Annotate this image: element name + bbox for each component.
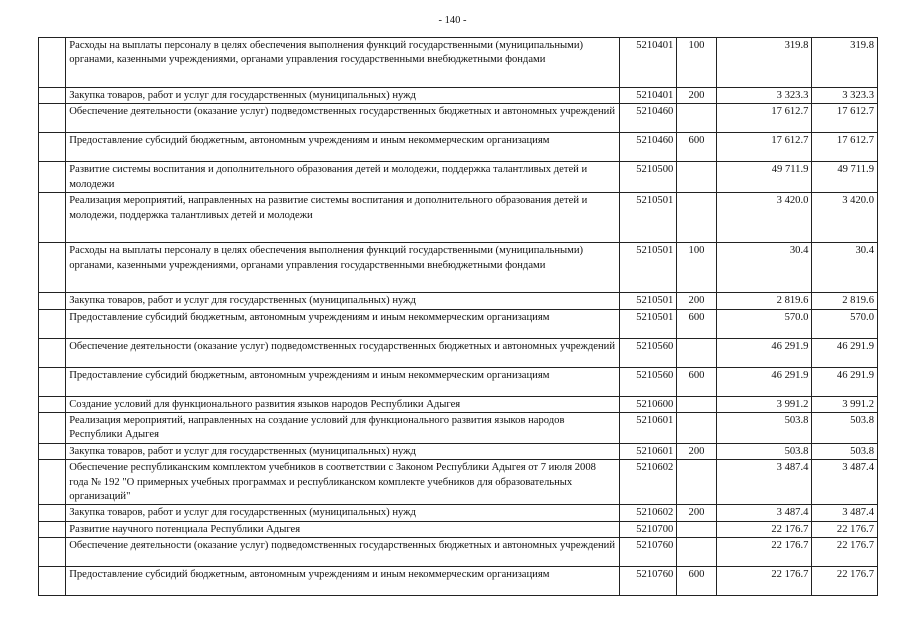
amount-total-text: 3 420.0 bbox=[842, 195, 874, 207]
target-code-cell bbox=[619, 104, 676, 133]
table-row bbox=[39, 133, 878, 162]
amount-total-cell bbox=[812, 396, 878, 412]
amount-total-cell bbox=[812, 505, 878, 521]
row-index-cell bbox=[39, 133, 66, 162]
expense-name-cell bbox=[66, 243, 620, 293]
amount-total-text: 46 291.9 bbox=[836, 340, 874, 352]
target-code-text: 5210560 bbox=[636, 340, 674, 352]
target-code-text: 5210760 bbox=[636, 569, 674, 581]
amount-text: 22 176.7 bbox=[771, 569, 809, 581]
expense-name-cell bbox=[66, 104, 620, 133]
table-row bbox=[39, 293, 878, 309]
expense-name-cell bbox=[66, 88, 620, 104]
expense-type-cell bbox=[677, 104, 716, 133]
amount-total-text: 49 711.9 bbox=[837, 164, 874, 176]
target-code-cell bbox=[619, 162, 676, 193]
expense-type-cell bbox=[677, 538, 716, 567]
amount-text: 3 420.0 bbox=[776, 195, 809, 207]
amount-total-cell bbox=[812, 367, 878, 396]
amount-total-cell bbox=[812, 38, 878, 88]
expense-type-cell bbox=[677, 521, 716, 537]
expense-name-text: Развитие научного потенциала Республики Адыгея bbox=[69, 523, 301, 535]
row-index-cell bbox=[39, 104, 66, 133]
expense-type-cell bbox=[677, 443, 716, 459]
target-code-text: 5210501 bbox=[636, 245, 674, 257]
target-code-cell bbox=[619, 413, 676, 444]
target-code-cell bbox=[619, 243, 676, 293]
amount-cell bbox=[716, 309, 812, 338]
expense-name-cell bbox=[66, 162, 620, 193]
amount-cell bbox=[716, 521, 812, 537]
expense-type-text: 100 bbox=[688, 245, 705, 257]
amount-cell bbox=[716, 367, 812, 396]
target-code-text: 5210460 bbox=[636, 135, 674, 147]
amount-total-text: 22 176.7 bbox=[836, 569, 874, 581]
row-index-cell bbox=[39, 338, 66, 367]
expense-type-cell bbox=[677, 133, 716, 162]
amount-total-text: 503.8 bbox=[850, 415, 874, 427]
amount-cell bbox=[716, 193, 812, 243]
amount-total-text: 22 176.7 bbox=[836, 540, 874, 552]
expense-type-cell bbox=[677, 88, 716, 104]
amount-cell bbox=[716, 162, 812, 193]
row-index-cell bbox=[39, 505, 66, 521]
row-index-cell bbox=[39, 38, 66, 88]
amount-total-cell bbox=[812, 243, 878, 293]
expense-name-cell bbox=[66, 460, 620, 505]
target-code-cell bbox=[619, 367, 676, 396]
amount-cell bbox=[716, 243, 812, 293]
amount-text: 46 291.9 bbox=[771, 369, 809, 381]
amount-total-text: 30.4 bbox=[855, 245, 874, 257]
amount-cell bbox=[716, 133, 812, 162]
row-index-cell bbox=[39, 443, 66, 459]
amount-cell bbox=[716, 38, 812, 88]
table-row bbox=[39, 338, 878, 367]
target-code-text: 5210501 bbox=[636, 311, 674, 323]
amount-cell bbox=[716, 567, 812, 596]
amount-cell bbox=[716, 443, 812, 459]
expense-type-cell bbox=[677, 38, 716, 88]
amount-total-text: 503.8 bbox=[850, 445, 874, 457]
expense-type-text: 200 bbox=[688, 507, 705, 519]
row-index-cell bbox=[39, 293, 66, 309]
target-code-cell bbox=[619, 396, 676, 412]
expense-name-text: Предоставление субсидий бюджетным, автономным учреждениям и иным некоммерческим организациям bbox=[69, 311, 550, 323]
table-row bbox=[39, 243, 878, 293]
expense-name-text: Расходы на выплаты персоналу в целях обеспечения выполнения функций государственными (муниципальными) органами, казенными учреждениями, органами управления государственными внебюджетными фондами bbox=[69, 40, 584, 66]
amount-total-text: 2 819.6 bbox=[842, 295, 874, 307]
expense-name-text: Обеспечение республиканским комплектом учебников в соответствии с Законом Республики Адыгея от 7 июля 2008 года № 192 "О примерных учебных программах и республиканском комплекте учебников для образовательных организаций" bbox=[69, 462, 596, 503]
amount-total-cell bbox=[812, 460, 878, 505]
target-code-text: 5210602 bbox=[636, 507, 674, 519]
amount-total-cell bbox=[812, 88, 878, 104]
expense-type-cell bbox=[677, 162, 716, 193]
amount-text: 49 711.9 bbox=[771, 164, 809, 176]
amount-cell bbox=[716, 293, 812, 309]
amount-total-text: 17 612.7 bbox=[836, 106, 874, 118]
expense-name-cell bbox=[66, 396, 620, 412]
amount-total-cell bbox=[812, 193, 878, 243]
target-code-text: 5210600 bbox=[636, 398, 674, 410]
amount-text: 503.8 bbox=[784, 415, 809, 427]
expense-name-cell bbox=[66, 521, 620, 537]
amount-total-cell bbox=[812, 309, 878, 338]
expense-name-text: Закупка товаров, работ и услуг для государственных (муниципальных) нужд bbox=[69, 507, 416, 519]
expense-name-cell bbox=[66, 38, 620, 88]
target-code-text: 5210401 bbox=[636, 40, 674, 51]
target-code-cell bbox=[619, 309, 676, 338]
row-index-cell bbox=[39, 88, 66, 104]
table-row bbox=[39, 567, 878, 596]
table-row bbox=[39, 193, 878, 243]
amount-text: 17 612.7 bbox=[771, 106, 809, 118]
table-row bbox=[39, 367, 878, 396]
amount-total-text: 17 612.7 bbox=[836, 135, 874, 147]
amount-total-text: 3 323.3 bbox=[842, 90, 874, 101]
budget-table-body bbox=[39, 38, 878, 596]
expense-name-text: Обеспечение деятельности (оказание услуг) подведомственных государственных бюджетных и автономных учреждений bbox=[69, 340, 616, 352]
amount-total-cell bbox=[812, 293, 878, 309]
amount-text: 2 819.6 bbox=[776, 295, 809, 307]
expense-type-cell bbox=[677, 193, 716, 243]
table-row bbox=[39, 521, 878, 537]
table-row bbox=[39, 460, 878, 505]
row-index-cell bbox=[39, 367, 66, 396]
expense-type-cell bbox=[677, 460, 716, 505]
expense-name-text: Предоставление субсидий бюджетным, автономным учреждениям и иным некоммерческим организациям bbox=[69, 135, 550, 147]
expense-name-text: Закупка товаров, работ и услуг для государственных (муниципальных) нужд bbox=[69, 445, 416, 457]
row-index-cell bbox=[39, 193, 66, 243]
amount-total-cell bbox=[812, 567, 878, 596]
amount-cell bbox=[716, 460, 812, 505]
expense-type-cell bbox=[677, 293, 716, 309]
target-code-text: 5210501 bbox=[636, 195, 674, 207]
target-code-text: 5210460 bbox=[636, 106, 674, 118]
amount-total-cell bbox=[812, 443, 878, 459]
target-code-text: 5210501 bbox=[636, 295, 674, 307]
expense-type-text: 600 bbox=[688, 311, 705, 323]
target-code-cell bbox=[619, 338, 676, 367]
amount-total-cell bbox=[812, 104, 878, 133]
table-row bbox=[39, 396, 878, 412]
table-row bbox=[39, 309, 878, 338]
row-index-cell bbox=[39, 243, 66, 293]
amount-cell bbox=[716, 538, 812, 567]
row-index-cell bbox=[39, 538, 66, 567]
expense-name-cell bbox=[66, 567, 620, 596]
target-code-text: 5210602 bbox=[636, 462, 674, 474]
expense-type-cell bbox=[677, 505, 716, 521]
amount-total-text: 570.0 bbox=[850, 311, 874, 323]
amount-cell bbox=[716, 396, 812, 412]
amount-total-cell bbox=[812, 521, 878, 537]
table-row bbox=[39, 38, 878, 88]
amount-text: 3 323.3 bbox=[776, 90, 809, 101]
target-code-text: 5210560 bbox=[636, 369, 674, 381]
target-code-cell bbox=[619, 505, 676, 521]
row-index-cell bbox=[39, 413, 66, 444]
expense-type-cell bbox=[677, 413, 716, 444]
amount-text: 22 176.7 bbox=[771, 523, 809, 535]
target-code-cell bbox=[619, 538, 676, 567]
expense-type-cell bbox=[677, 396, 716, 412]
amount-cell bbox=[716, 413, 812, 444]
table-row bbox=[39, 104, 878, 133]
target-code-cell bbox=[619, 521, 676, 537]
amount-text: 3 991.2 bbox=[776, 398, 809, 410]
expense-name-cell bbox=[66, 309, 620, 338]
amount-text: 17 612.7 bbox=[771, 135, 809, 147]
expense-name-text: Предоставление субсидий бюджетным, автономным учреждениям и иным некоммерческим организациям bbox=[69, 569, 550, 581]
amount-cell bbox=[716, 88, 812, 104]
expense-name-text: Расходы на выплаты персоналу в целях обеспечения выполнения функций государственными (муниципальными) органами, казенными учреждениями, органами управления государственными внебюджетными фондами bbox=[69, 245, 584, 271]
target-code-cell bbox=[619, 193, 676, 243]
table-row bbox=[39, 88, 878, 104]
expense-type-text: 200 bbox=[688, 90, 705, 101]
table-row bbox=[39, 443, 878, 459]
target-code-text: 5210760 bbox=[636, 540, 674, 552]
expense-name-cell bbox=[66, 443, 620, 459]
expense-type-cell bbox=[677, 338, 716, 367]
amount-cell bbox=[716, 104, 812, 133]
budget-table bbox=[38, 37, 878, 596]
amount-text: 3 487.4 bbox=[776, 462, 809, 474]
expense-name-text: Реализация мероприятий, направленных на развитие системы воспитания и дополнительного образования детей и молодежи, поддержка талантливых детей и молодежи bbox=[69, 195, 588, 221]
amount-total-text: 3 487.4 bbox=[842, 507, 874, 519]
expense-name-text: Обеспечение деятельности (оказание услуг) подведомственных государственных бюджетных и автономных учреждений bbox=[69, 540, 616, 552]
expense-type-cell bbox=[677, 243, 716, 293]
expense-type-text: 600 bbox=[688, 569, 705, 581]
target-code-text: 5210601 bbox=[636, 445, 674, 457]
amount-cell bbox=[716, 338, 812, 367]
target-code-text: 5210700 bbox=[636, 523, 674, 535]
amount-text: 319.8 bbox=[784, 40, 809, 51]
amount-text: 30.4 bbox=[789, 245, 809, 257]
expense-name-text: Обеспечение деятельности (оказание услуг) подведомственных государственных бюджетных и автономных учреждений bbox=[69, 106, 616, 118]
expense-name-cell bbox=[66, 338, 620, 367]
expense-name-text: Закупка товаров, работ и услуг для государственных (муниципальных) нужд bbox=[69, 295, 416, 307]
amount-text: 570.0 bbox=[784, 311, 809, 323]
expense-type-text: 600 bbox=[688, 135, 705, 147]
amount-total-text: 46 291.9 bbox=[836, 369, 874, 381]
expense-type-cell bbox=[677, 309, 716, 338]
table-row bbox=[39, 538, 878, 567]
expense-name-cell bbox=[66, 293, 620, 309]
row-index-cell bbox=[39, 396, 66, 412]
row-index-cell bbox=[39, 309, 66, 338]
target-code-text: 5210401 bbox=[636, 90, 674, 101]
amount-total-text: 3 991.2 bbox=[842, 398, 874, 410]
expense-type-text: 200 bbox=[688, 295, 705, 307]
target-code-cell bbox=[619, 88, 676, 104]
amount-text: 3 487.4 bbox=[776, 507, 809, 519]
expense-name-cell bbox=[66, 133, 620, 162]
amount-total-text: 22 176.7 bbox=[836, 523, 874, 535]
table-row bbox=[39, 413, 878, 444]
row-index-cell bbox=[39, 162, 66, 193]
expense-name-cell bbox=[66, 538, 620, 567]
table-row bbox=[39, 162, 878, 193]
row-index-cell bbox=[39, 567, 66, 596]
expense-name-cell bbox=[66, 367, 620, 396]
amount-total-text: 319.8 bbox=[850, 40, 874, 51]
amount-total-cell bbox=[812, 413, 878, 444]
amount-text: 503.8 bbox=[784, 445, 809, 457]
expense-type-text: 600 bbox=[688, 369, 705, 381]
amount-total-cell bbox=[812, 162, 878, 193]
expense-name-text: Создание условий для функционального развития языков народов Республики Адыгея bbox=[69, 398, 461, 410]
amount-total-text: 3 487.4 bbox=[842, 462, 874, 474]
expense-type-cell bbox=[677, 367, 716, 396]
target-code-cell bbox=[619, 443, 676, 459]
target-code-cell bbox=[619, 38, 676, 88]
amount-total-cell bbox=[812, 133, 878, 162]
target-code-cell bbox=[619, 133, 676, 162]
amount-text: 46 291.9 bbox=[771, 340, 809, 352]
target-code-cell bbox=[619, 567, 676, 596]
amount-total-cell bbox=[812, 338, 878, 367]
amount-text: 22 176.7 bbox=[771, 540, 809, 552]
target-code-cell bbox=[619, 293, 676, 309]
expense-name-text: Реализация мероприятий, направленных на создание условий для функционального развития языков народов Республики Адыгея bbox=[69, 415, 565, 441]
table-row bbox=[39, 505, 878, 521]
target-code-cell bbox=[619, 460, 676, 505]
row-index-cell bbox=[39, 460, 66, 505]
expense-name-cell bbox=[66, 413, 620, 444]
expense-type-text: 100 bbox=[688, 40, 705, 51]
expense-name-text: Предоставление субсидий бюджетным, автономным учреждениям и иным некоммерческим организациям bbox=[69, 369, 550, 381]
amount-total-cell bbox=[812, 538, 878, 567]
target-code-text: 5210601 bbox=[636, 415, 674, 427]
row-index-cell bbox=[39, 521, 66, 537]
amount-cell bbox=[716, 505, 812, 521]
expense-name-text: Закупка товаров, работ и услуг для государственных (муниципальных) нужд bbox=[69, 90, 416, 101]
expense-type-text: 200 bbox=[688, 445, 705, 457]
page-number: - 140 - bbox=[438, 15, 467, 26]
expense-name-cell bbox=[66, 505, 620, 521]
target-code-text: 5210500 bbox=[636, 164, 674, 176]
expense-name-text: Развитие системы воспитания и дополнительного образования детей и молодежи, поддержка талантливых детей и молодежи bbox=[69, 164, 588, 190]
expense-type-cell bbox=[677, 567, 716, 596]
expense-name-cell bbox=[66, 193, 620, 243]
